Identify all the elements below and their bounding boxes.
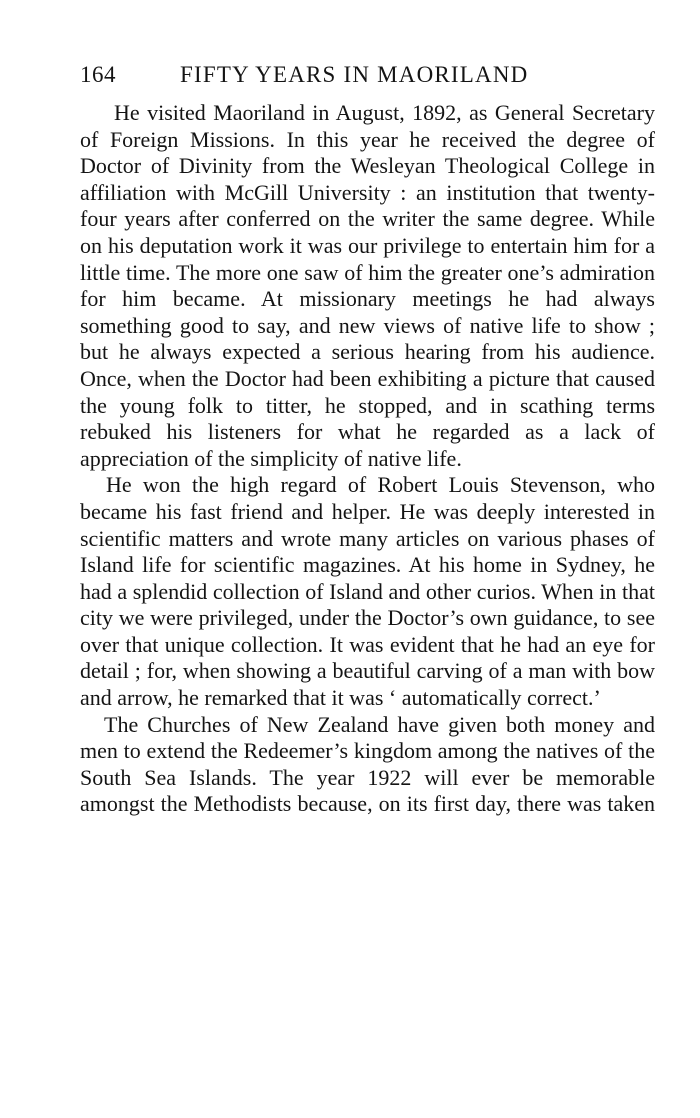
running-title: FIFTY YEARS IN MAORILAND [180, 62, 529, 87]
paragraph: He visited Maoriland in August, 1892, as General Secretary of Foreign Missions. In this year he received the degree of Doctor of Divinity from the Wesleyan Theological College in affiliation with McGill University : an institution that twenty-four years after conferred on the writer the same degree. While on his deputation work it was our privilege to entertain him for a little time. The more one saw of him the greater one’s admiration for him became. At missionary meetings he had always something good to say, and new views of native life to show ; but he always expected a serious hearing from his audience. Once, when the Doctor had been exhibiting a picture that caused the young folk to titter, he stopped, and in scathing terms rebuked his listeners for what he regarded as a lack of appreciation of the simplicity of native life. [80, 100, 655, 471]
body-text [80, 100, 655, 818]
running-head [80, 56, 655, 92]
paragraph: The Churches of New Zealand have given both money and men to extend the Redeemer’s kingdom among the natives of the South Sea Islands. The year 1922 will ever be memorable amongst the Methodists because, on its first day, there was taken [80, 711, 655, 817]
page-number: 164 [80, 62, 116, 87]
book-page [80, 56, 655, 818]
paragraph: He won the high regard of Robert Louis Stevenson, who became his fast friend and helper. He was deeply interested in scientific matters and wrote many articles on various phases of Island life for scientific magazines. At his home in Sydney, he had a splendid collection of Island and other curios. When in that city we were privileged, under the Doctor’s own guidance, to see over that unique collection. It was evident that he had an eye for detail ; for, when showing a beautiful carving of a man with bow and arrow, he remarked that it was ‘ automatically correct.’ [80, 472, 655, 711]
